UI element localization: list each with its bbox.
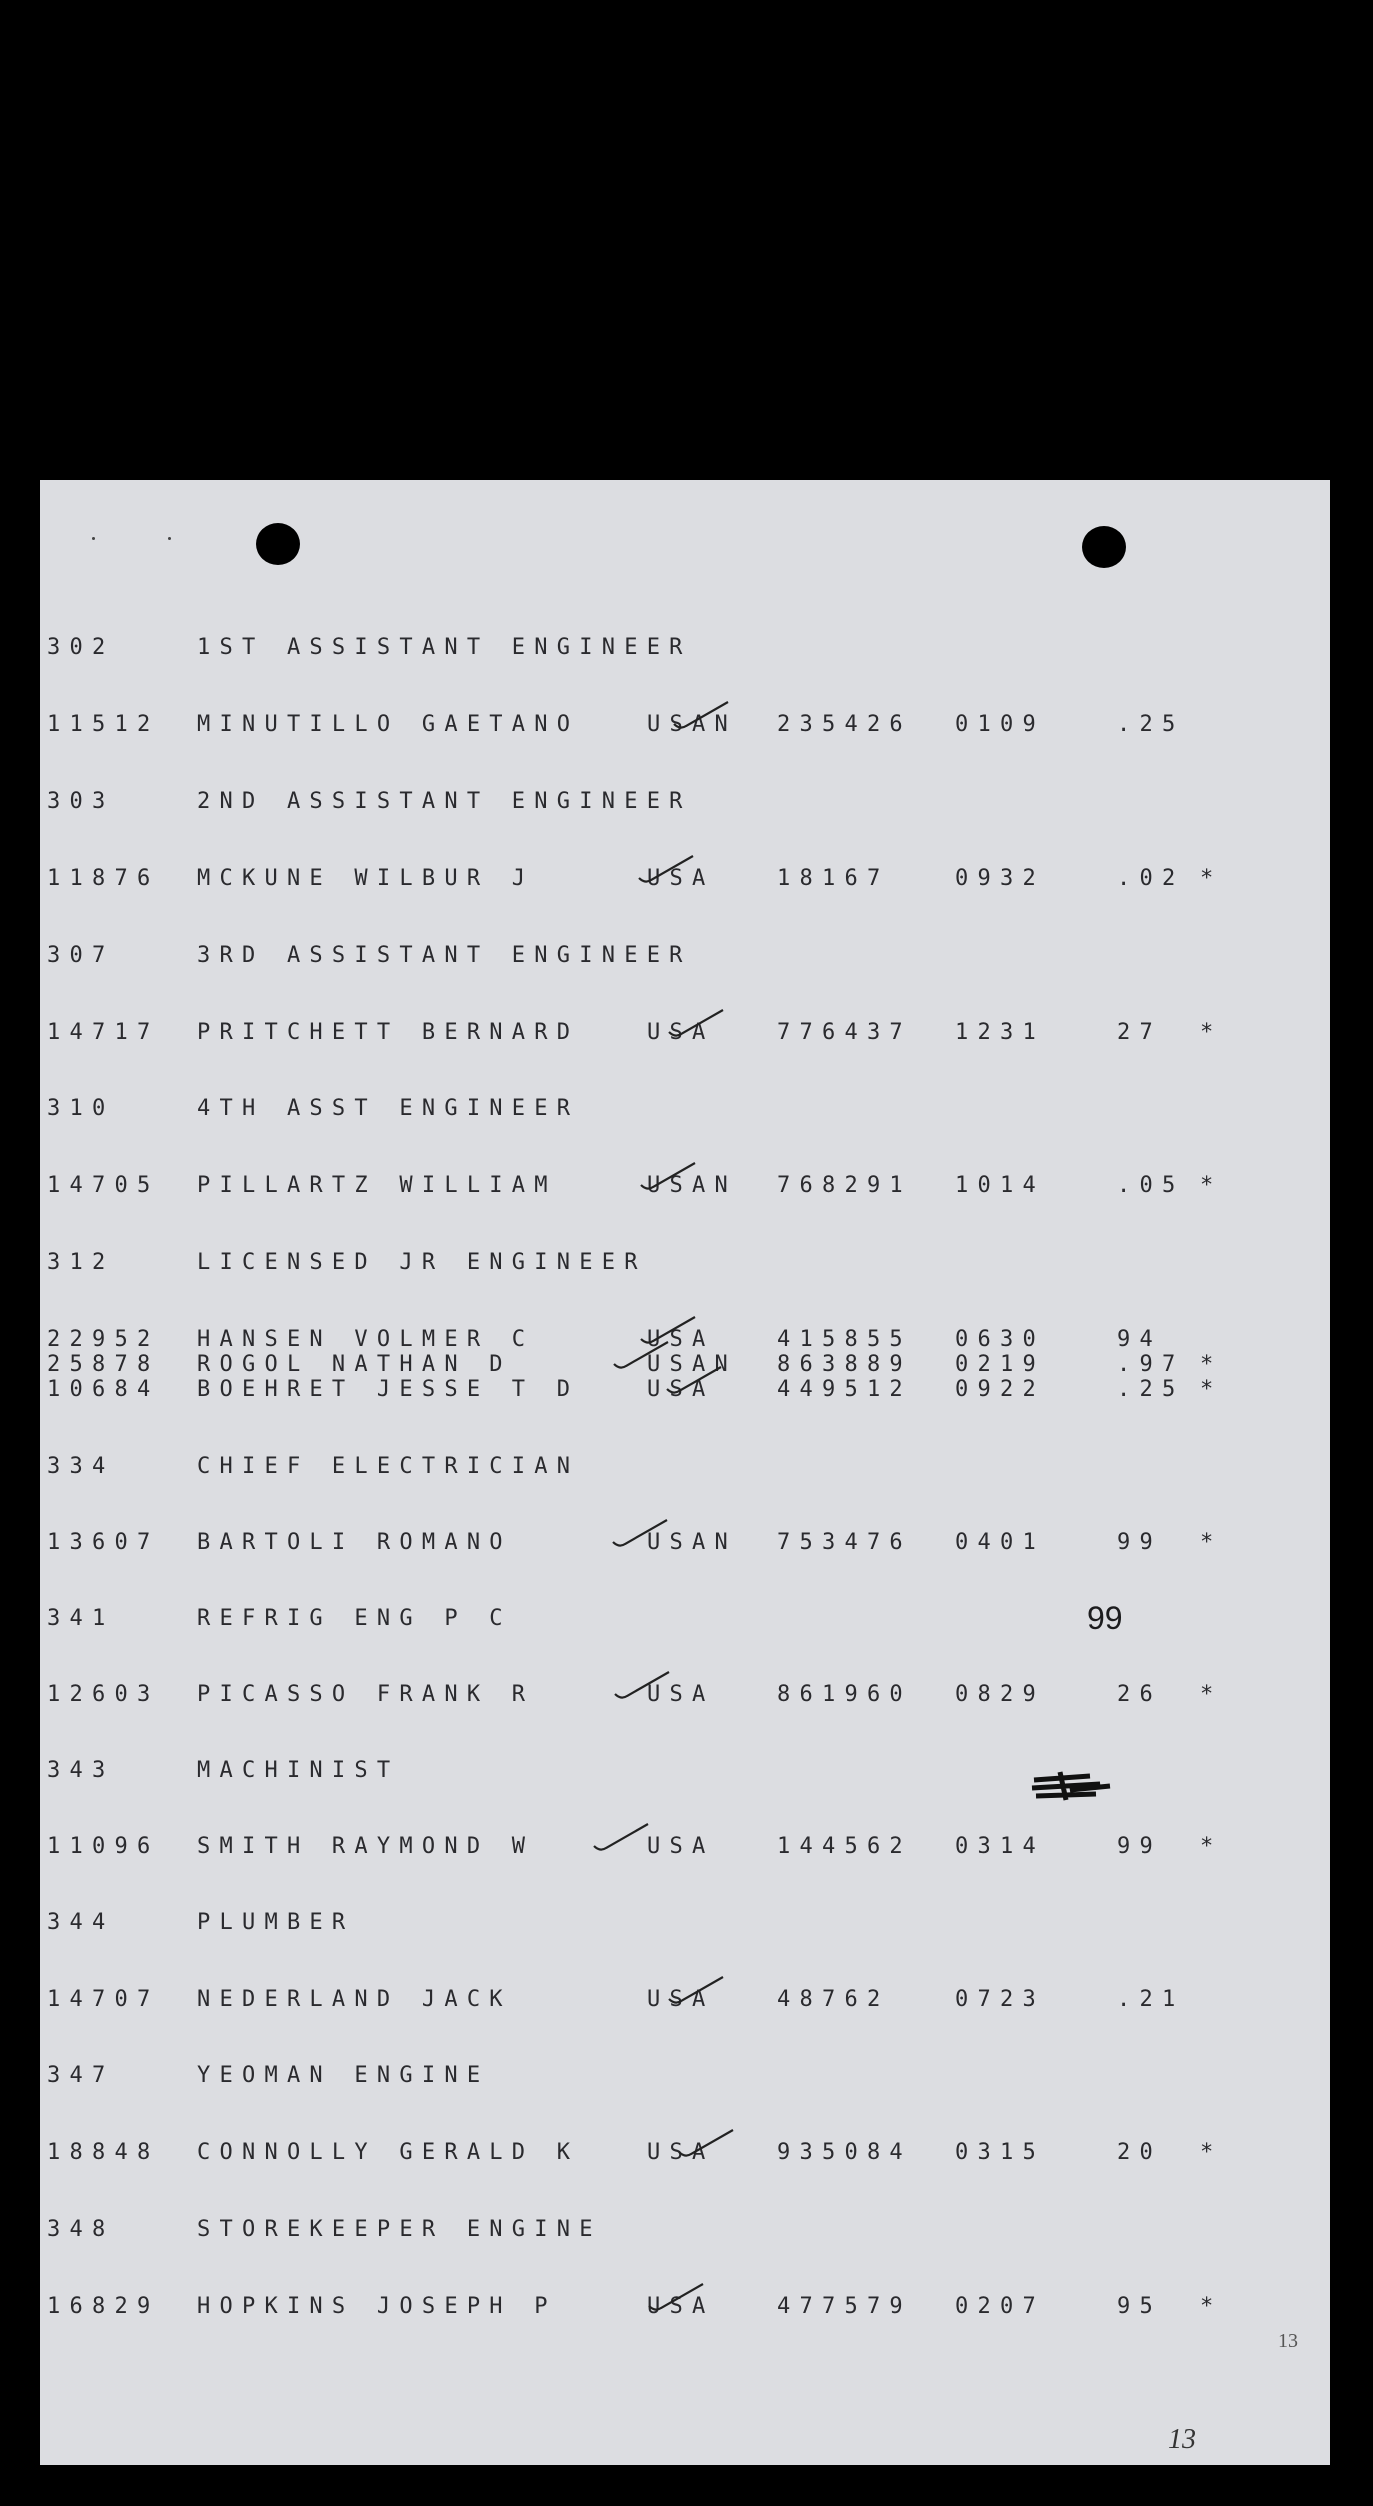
crew-name: SMITH RAYMOND W: [197, 1834, 535, 1859]
position-title: MACHINIST: [197, 1758, 400, 1783]
checkmark-icon: [665, 1363, 725, 1399]
crew-id: 14705: [47, 1173, 160, 1198]
date-code: 0723: [955, 1987, 1045, 2012]
checkmark-icon: [672, 698, 732, 734]
date-code: 0630: [955, 1327, 1045, 1352]
crew-name: ROGOL NATHAN D: [197, 1352, 512, 1377]
citizenship: USAN: [647, 1352, 737, 1377]
date-code: 0314: [955, 1834, 1045, 1859]
position-title: 4TH ASST ENGINEER: [197, 1096, 580, 1121]
star-mark: *: [1200, 1530, 1223, 1555]
date-code: 0219: [955, 1352, 1045, 1377]
document-number: 449512: [777, 1377, 912, 1402]
citizenship: USAN: [647, 1173, 737, 1198]
value-code: 99: [1117, 1834, 1162, 1859]
crew-entry: [47, 1173, 1227, 1203]
crew-entry: [47, 2294, 1227, 2324]
value-code: 27: [1117, 1020, 1162, 1045]
crew-id: 11876: [47, 866, 160, 891]
position-code: 341: [47, 1606, 115, 1631]
star-mark: *: [1200, 1352, 1223, 1377]
checkmark-icon: [639, 1159, 699, 1195]
value-code: .02: [1117, 866, 1185, 891]
value-code: .21: [1117, 1987, 1185, 2012]
checkmark-icon: [637, 852, 697, 888]
corner-number: 13: [1278, 2330, 1298, 2352]
star-mark: *: [1200, 2140, 1223, 2165]
crew-name: MINUTILLO GAETANO: [197, 712, 580, 737]
document-number: 18167: [777, 866, 890, 891]
checkmark-icon: [647, 2280, 707, 2316]
checkmark-icon: [677, 2126, 737, 2162]
value-code: .97: [1117, 1352, 1185, 1377]
handwritten-note: 99: [1087, 1600, 1123, 1636]
value-code: 94: [1117, 1327, 1162, 1352]
document-number: 768291: [777, 1173, 912, 1198]
crew-id: 14707: [47, 1987, 160, 2012]
citizenship: USA: [647, 1682, 715, 1707]
date-code: 0207: [955, 2294, 1045, 2319]
citizenship: USA: [647, 2140, 715, 2165]
star-mark: *: [1200, 866, 1223, 891]
crew-name: HANSEN VOLMER C: [197, 1327, 535, 1352]
position-title: REFRIG ENG P C: [197, 1606, 512, 1631]
checkmark-icon: [592, 1820, 652, 1856]
crew-name: MCKUNE WILBUR J: [197, 866, 535, 891]
date-code: 0315: [955, 2140, 1045, 2165]
citizenship: USA: [647, 1834, 715, 1859]
document-number: 935084: [777, 2140, 912, 2165]
crew-entry: [47, 712, 1227, 742]
crew-entry: [47, 1987, 1227, 2017]
position-code: 348: [47, 2217, 115, 2242]
crew-id: 14717: [47, 1020, 160, 1045]
speck: [168, 537, 171, 540]
date-code: 1014: [955, 1173, 1045, 1198]
section-heading: [47, 1250, 1227, 1280]
date-code: 0109: [955, 712, 1045, 737]
crew-id: 22952: [47, 1327, 160, 1352]
value-code: 26: [1117, 1682, 1162, 1707]
document-number: 861960: [777, 1682, 912, 1707]
date-code: 0922: [955, 1377, 1045, 1402]
position-title: YEOMAN ENGINE: [197, 2063, 490, 2088]
crew-id: 25878: [47, 1352, 160, 1377]
punch-hole-left: [256, 523, 300, 565]
section-heading: [47, 789, 1227, 819]
position-title: CHIEF ELECTRICIAN: [197, 1454, 580, 1479]
value-code: .25: [1117, 712, 1185, 737]
document-number: 48762: [777, 1987, 890, 2012]
crew-id: 16829: [47, 2294, 160, 2319]
document-number: 235426: [777, 712, 912, 737]
checkmark-icon: [667, 1973, 727, 2009]
value-code: 20: [1117, 2140, 1162, 2165]
section-heading: [47, 943, 1227, 973]
position-code: 334: [47, 1454, 115, 1479]
citizenship: USA: [647, 1377, 715, 1402]
position-code: 347: [47, 2063, 115, 2088]
citizenship: USA: [647, 2294, 715, 2319]
scribble-mark: [1030, 1768, 1120, 1808]
date-code: 0932: [955, 866, 1045, 891]
section-heading: [47, 1454, 1227, 1484]
crew-name: NEDERLAND JACK: [197, 1987, 512, 2012]
section-heading: [47, 2217, 1227, 2247]
crew-entry: [47, 1530, 1227, 1560]
section-heading: [47, 1096, 1227, 1126]
checkmark-icon: [613, 1668, 673, 1704]
position-code: 307: [47, 943, 115, 968]
document-number: 776437: [777, 1020, 912, 1045]
date-code: 0401: [955, 1530, 1045, 1555]
document-number: 477579: [777, 2294, 912, 2319]
position-code: 344: [47, 1910, 115, 1935]
citizenship: USA: [647, 1987, 715, 2012]
star-mark: *: [1200, 1834, 1223, 1859]
position-title: LICENSED JR ENGINEER: [197, 1250, 647, 1275]
crew-id: 10684: [47, 1377, 160, 1402]
citizenship: USAN: [647, 1530, 737, 1555]
position-code: 310: [47, 1096, 115, 1121]
star-mark: *: [1200, 2294, 1223, 2319]
star-mark: *: [1200, 1377, 1223, 1402]
document-number: 415855: [777, 1327, 912, 1352]
value-code: .05: [1117, 1173, 1185, 1198]
position-code: 302: [47, 635, 115, 660]
document-number: 753476: [777, 1530, 912, 1555]
crew-entry: [47, 1020, 1227, 1050]
checkmark-icon: [611, 1516, 671, 1552]
position-title: STOREKEEPER ENGINE: [197, 2217, 602, 2242]
crew-id: 12603: [47, 1682, 160, 1707]
checkmark-icon: [612, 1338, 672, 1374]
position-title: 3RD ASSISTANT ENGINEER: [197, 943, 692, 968]
page-number: 13: [1168, 2424, 1196, 2455]
crew-entry: [47, 1377, 1227, 1407]
crew-id: 11096: [47, 1834, 160, 1859]
citizenship: USAN: [647, 712, 737, 737]
crew-id: 13607: [47, 1530, 160, 1555]
speck: [92, 537, 95, 540]
crew-id: 18848: [47, 2140, 160, 2165]
crew-name: PILLARTZ WILLIAM: [197, 1173, 557, 1198]
position-title: 2ND ASSISTANT ENGINEER: [197, 789, 692, 814]
section-heading: [47, 635, 1227, 665]
position-code: 312: [47, 1250, 115, 1275]
punch-hole-right: [1082, 526, 1126, 568]
crew-entry: [47, 1834, 1227, 1864]
crew-id: 11512: [47, 712, 160, 737]
crew-name: CONNOLLY GERALD K: [197, 2140, 580, 2165]
crew-entry: [47, 1682, 1227, 1712]
citizenship: USA: [647, 1020, 715, 1045]
crew-entry: [47, 2140, 1227, 2170]
citizenship: USA: [647, 866, 715, 891]
section-heading: [47, 1910, 1227, 1940]
value-code: .25: [1117, 1377, 1185, 1402]
crew-name: PICASSO FRANK R: [197, 1682, 535, 1707]
crew-name: PRITCHETT BERNARD: [197, 1020, 580, 1045]
date-code: 1231: [955, 1020, 1045, 1045]
star-mark: *: [1200, 1173, 1223, 1198]
section-heading: [47, 2063, 1227, 2093]
section-heading: [47, 1606, 1227, 1636]
checkmark-icon: [667, 1006, 727, 1042]
document-number: 144562: [777, 1834, 912, 1859]
crew-entry: [47, 866, 1227, 896]
value-code: 99: [1117, 1530, 1162, 1555]
star-mark: *: [1200, 1020, 1223, 1045]
value-code: 95: [1117, 2294, 1162, 2319]
date-code: 0829: [955, 1682, 1045, 1707]
position-code: 343: [47, 1758, 115, 1783]
citizenship: USA: [647, 1327, 715, 1352]
position-title: PLUMBER: [197, 1910, 355, 1935]
crew-name: BARTOLI ROMANO: [197, 1530, 512, 1555]
document-number: 863889: [777, 1352, 912, 1377]
position-code: 303: [47, 789, 115, 814]
position-title: 1ST ASSISTANT ENGINEER: [197, 635, 692, 660]
crew-name: HOPKINS JOSEPH P: [197, 2294, 557, 2319]
crew-name: BOEHRET JESSE T D: [197, 1377, 580, 1402]
star-mark: *: [1200, 1682, 1223, 1707]
